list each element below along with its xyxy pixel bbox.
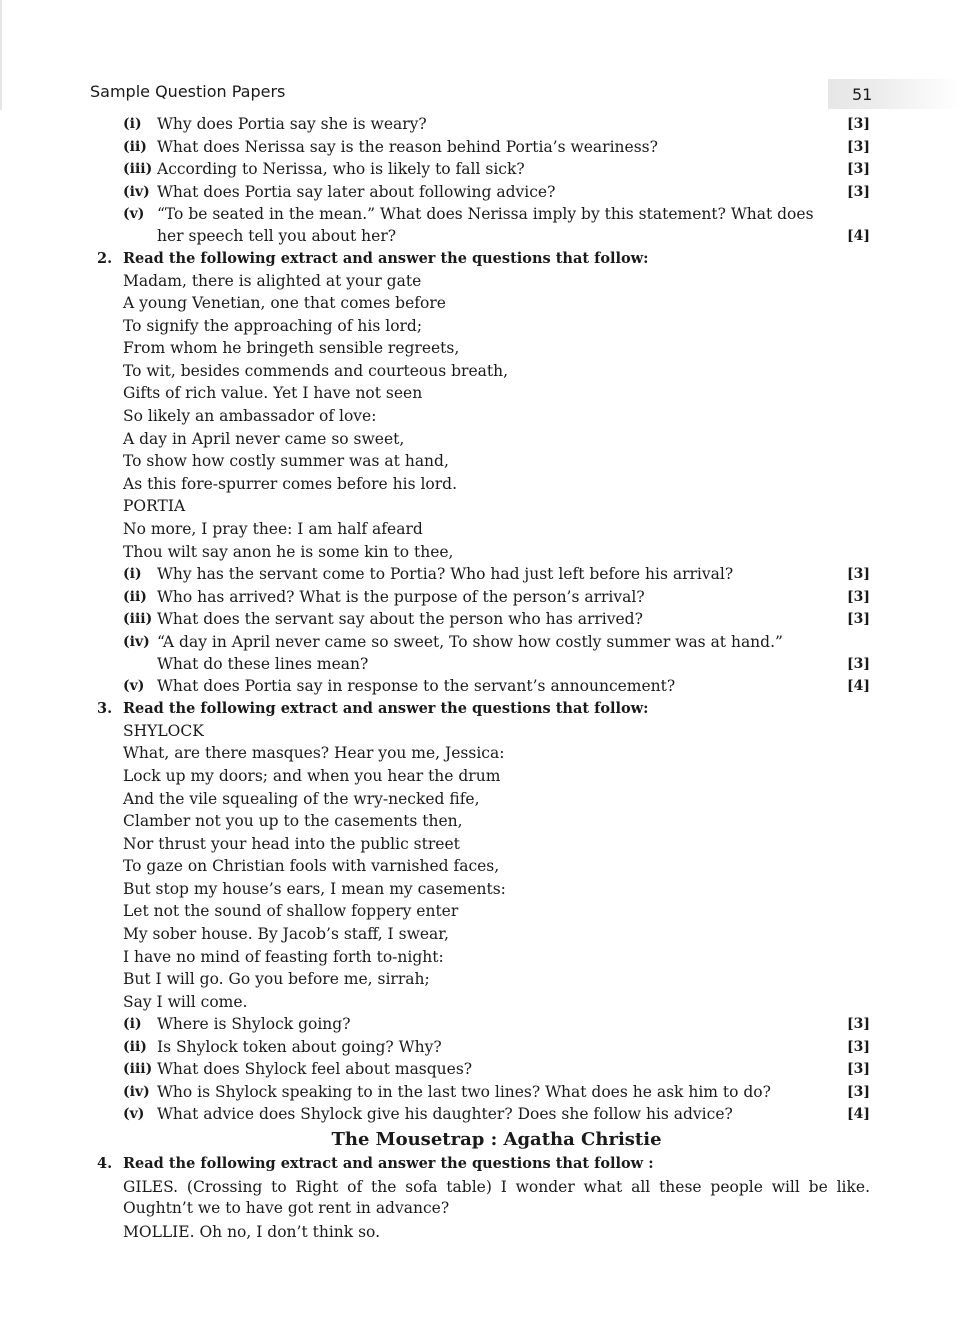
extract-line: To gaze on Christian fools with varnished faces, (123, 857, 500, 876)
q3-subquestion (95, 1103, 870, 1125)
question-instruction: Read the following extract and answer the questions that follow: (123, 249, 649, 267)
q1-subquestion (95, 158, 870, 180)
extract-passage (95, 270, 870, 564)
question-3 (95, 698, 870, 1126)
q3-subquestion (95, 1081, 870, 1103)
subquestion-number: (iii) (123, 1061, 153, 1078)
subquestion-marks: [4] (847, 678, 870, 695)
subquestion-number: (v) (123, 678, 145, 695)
extract-passage (95, 720, 870, 1014)
subquestion-number: (i) (123, 566, 142, 583)
subquestion-number: (iii) (123, 611, 153, 628)
page-number: 51 (852, 85, 873, 104)
page-number-tab (828, 79, 960, 109)
subquestion-text: Why has the servant come to Portia? Who had just left before his arrival? (157, 565, 734, 584)
extract-line: Clamber not you up to the casements then, (123, 812, 463, 831)
page-edge-mark (0, 0, 2, 110)
q1-subquestion (95, 203, 870, 247)
q1-subquestion (95, 136, 870, 158)
subquestion-marks: [3] (847, 116, 870, 132)
extract-line: Lock up my doors; and when you hear the drum (123, 766, 501, 785)
subquestion-marks: [3] (847, 183, 870, 200)
subquestion-number: (v) (123, 206, 145, 222)
subquestion-marks: [3] (847, 161, 870, 177)
dialogue-paragraph: GILES. (Crossing to Right of the sofa table) I wonder what all these people will be like. Oughtn’t we to have got rent in advance? (123, 1178, 870, 1218)
q2-subquestion (95, 563, 870, 585)
subquestion-number: (iv) (123, 1083, 150, 1100)
extract-line: But I will go. Go you before me, sirrah; (123, 970, 430, 989)
question-instruction: Read the following extract and answer the questions that follow: (123, 699, 649, 717)
extract-line: To show how costly summer was at hand, (123, 452, 449, 471)
subquestion-marks: [3] (847, 655, 870, 672)
subquestion-marks: [3] (847, 1016, 870, 1033)
subquestion-marks: [3] (847, 138, 870, 155)
q1-subquestion (95, 181, 870, 203)
subquestion-number: (ii) (123, 1038, 147, 1055)
extract-line: I have no mind of feasting forth to-night: (123, 947, 444, 966)
subquestion-number: (iii) (123, 161, 153, 177)
subquestion-text: What advice does Shylock give his daughter? Does she follow his advice? (157, 1105, 733, 1124)
extract-line: Nor thrust your head into the public street (123, 834, 460, 853)
q2-subquestion (95, 608, 870, 630)
extract-line: Say I will come. (123, 992, 248, 1011)
subquestion-marks: [3] (847, 1038, 870, 1055)
extract-line: No more, I pray thee: I am half afeard (123, 520, 423, 539)
extract-line: A young Venetian, one that comes before (123, 294, 446, 313)
subquestion-text: What does Portia say later about following advice? (157, 182, 556, 201)
extract-line: Let not the sound of shallow foppery enter (123, 902, 459, 921)
subquestion-number: (i) (123, 116, 142, 132)
extract-line: And the vile squealing of the wry-necked fife, (123, 789, 480, 808)
question-heading (95, 698, 870, 720)
subquestion-text: Who is Shylock speaking to in the last two lines? What does he ask him to do? (157, 1082, 771, 1101)
subquestion-number: (ii) (123, 588, 147, 605)
question-2 (95, 248, 870, 698)
running-header-title: Sample Question Papers (90, 82, 286, 101)
subquestion-text: What does the servant say about the person who has arrived? (157, 610, 643, 629)
subquestion-marks: [3] (847, 1061, 870, 1078)
section-title: The Mousetrap : Agatha Christie (331, 1129, 662, 1151)
subquestion-number: (i) (123, 1016, 142, 1033)
subquestion-text: “To be seated in the mean.” What does Nerissa imply by this statement? What does her speech tell you about her? (157, 205, 814, 245)
question-number: 4. (97, 1155, 113, 1173)
subquestion-text: What does Portia say in response to the servant’s announcement? (157, 677, 676, 696)
subquestion-number: (v) (123, 1106, 145, 1123)
extract-line: What, are there masques? Hear you me, Jessica: (123, 744, 505, 763)
q3-subquestion (95, 1013, 870, 1035)
subquestion-text: Who has arrived? What is the purpose of the person’s arrival? (157, 587, 645, 606)
extract-prose (95, 1177, 870, 1243)
question-heading (95, 248, 870, 270)
q2-subquestion (95, 675, 870, 697)
subquestion-text: “A day in April never came so sweet, To show how costly summer was at hand.” What do these lines mean? (157, 632, 783, 673)
subquestion-text: Is Shylock token about going? Why? (157, 1037, 442, 1056)
question-instruction: Read the following extract and answer the questions that follow : (123, 1155, 654, 1173)
q3-subquestion (95, 1058, 870, 1080)
subquestion-number: (iv) (123, 633, 150, 650)
page-content (95, 113, 870, 1246)
extract-line: My sober house. By Jacob’s staff, I swear, (123, 925, 449, 944)
extract-line: From whom he bringeth sensible regreets, (123, 339, 460, 358)
dialogue-paragraph: MOLLIE. Oh no, I don’t think so. (123, 1223, 381, 1242)
q1-subquestions (95, 113, 870, 247)
question-4 (95, 1153, 870, 1243)
extract-line: But stop my house’s ears, I mean my casements: (123, 879, 506, 898)
subquestion-number: (ii) (123, 138, 147, 155)
q3-subquestion (95, 1036, 870, 1058)
extract-line: To wit, besides commends and courteous breath, (123, 361, 509, 380)
extract-line: As this fore-spurrer comes before his lord. (123, 474, 458, 493)
subquestion-marks: [3] (847, 611, 870, 628)
subquestion-number: (iv) (123, 183, 150, 200)
question-heading (95, 1153, 870, 1175)
extract-line: To signify the approaching of his lord; (123, 316, 423, 335)
subquestion-marks: [3] (847, 566, 870, 583)
q2-subquestion (95, 631, 870, 675)
subquestion-text: According to Nerissa, who is likely to fall sick? (157, 160, 525, 178)
extract-line: Thou wilt say anon he is some kin to thee, (123, 542, 454, 561)
subquestion-marks: [3] (847, 588, 870, 605)
subquestion-text: What does Nerissa say is the reason behind Portia’s weariness? (157, 137, 658, 156)
question-number: 3. (97, 699, 113, 717)
extract-line: Gifts of rich value. Yet I have not seen (123, 384, 423, 403)
question-number: 2. (97, 249, 113, 267)
subquestion-marks: [4] (847, 1106, 870, 1123)
subquestion-text: Where is Shylock going? (157, 1015, 351, 1034)
extract-line: A day in April never came so sweet, (123, 429, 405, 448)
q1-subquestion (95, 113, 870, 135)
subquestion-marks: [3] (847, 1083, 870, 1100)
subquestion-marks: [4] (847, 228, 870, 244)
subquestion-text: What does Shylock feel about masques? (157, 1060, 473, 1079)
extract-line: So likely an ambassador of love: (123, 407, 377, 426)
extract-line: Madam, there is alighted at your gate (123, 271, 422, 290)
subquestion-text: Why does Portia say she is weary? (157, 115, 427, 133)
q2-subquestion (95, 586, 870, 608)
speaker-name: PORTIA (123, 497, 186, 516)
speaker-name: SHYLOCK (123, 721, 204, 740)
